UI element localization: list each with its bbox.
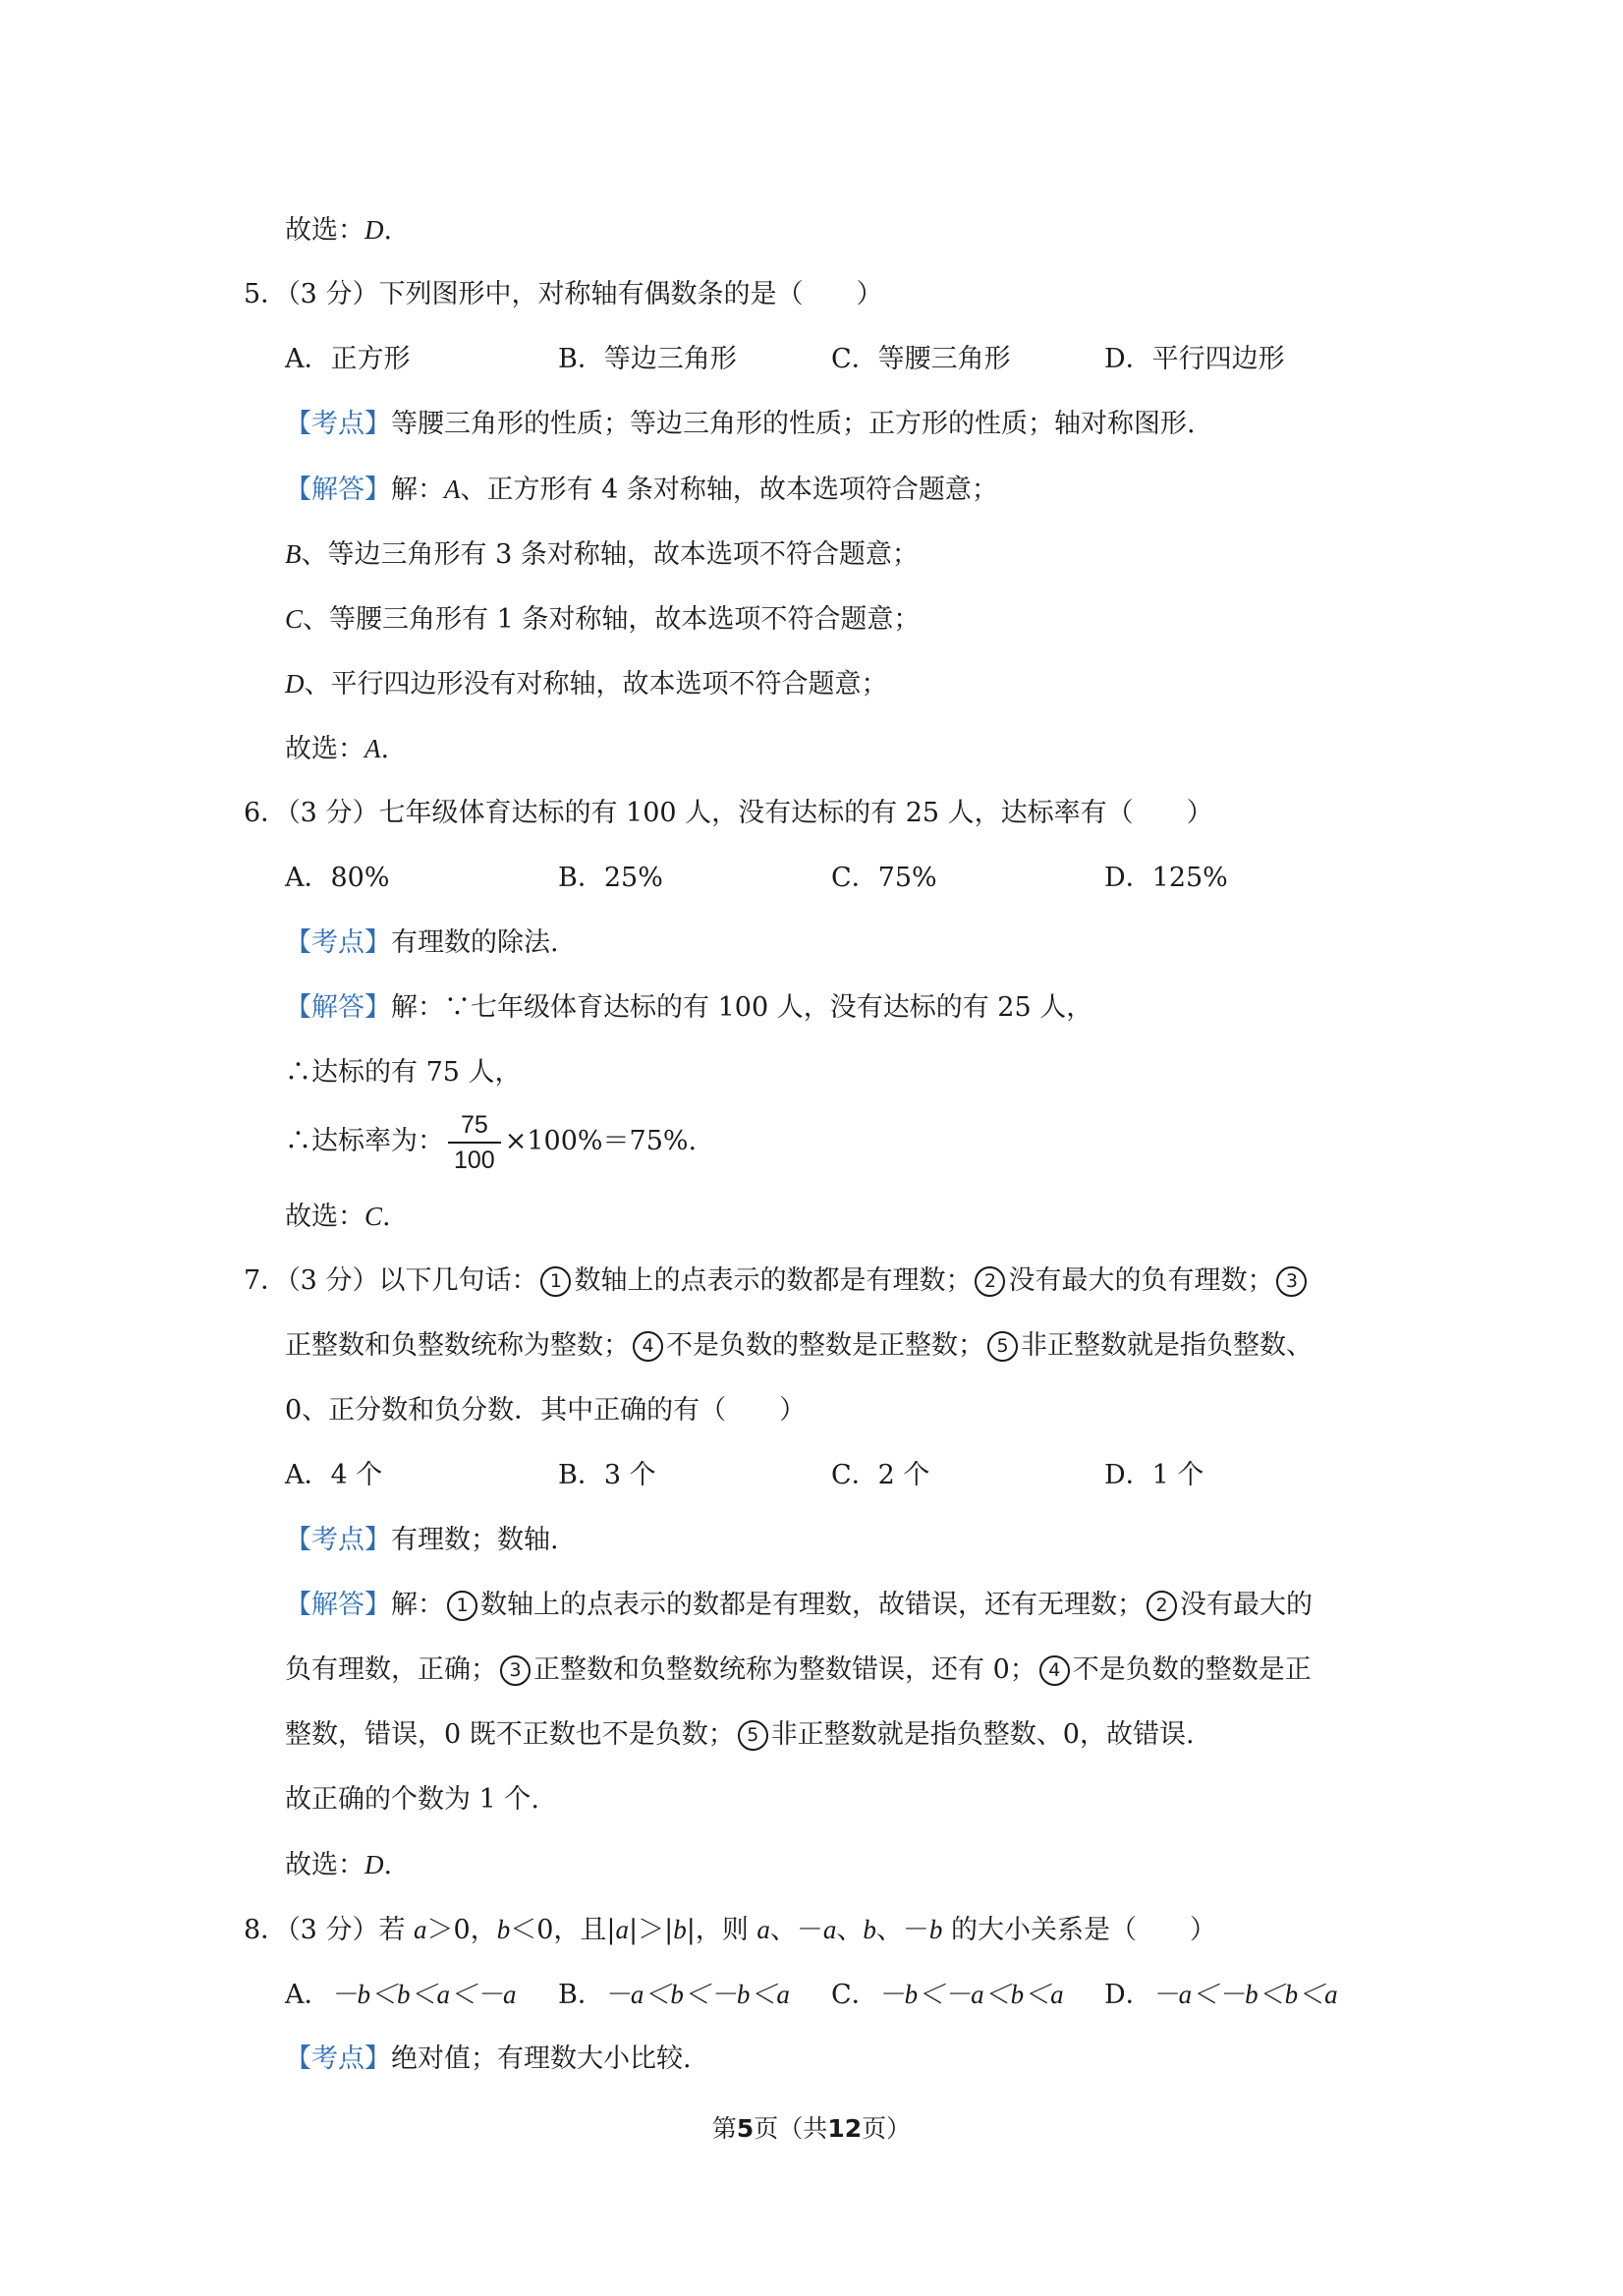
kaodian-line [285, 407, 1377, 442]
option-letter: A [444, 475, 461, 504]
kaodian-line [285, 925, 1377, 961]
math-var: b [673, 1915, 687, 1944]
question-text: 正整数和负整数统称为整数； [285, 1330, 630, 1361]
option-a: A．80% [285, 863, 390, 893]
fraction-denominator: 100 [454, 1146, 495, 1174]
question-text: 七年级体育达标的有 100 人，没有达标的有 25 人，达标率有（ ） [378, 798, 1213, 828]
question-text: 以下几句话： [378, 1265, 538, 1296]
answer-letter: C [364, 1202, 383, 1231]
question-7-stem-cont [285, 1393, 1377, 1428]
math-var: a [756, 1915, 770, 1944]
question-score: （3 分） [287, 279, 379, 309]
kaodian-text: 有理数的除法. [391, 927, 559, 958]
circled-number-icon: 4 [633, 1331, 663, 1362]
option-b: B．25% [558, 863, 663, 893]
answer-line [285, 731, 1377, 767]
option-expr: －a＜b＜－b＜a [603, 1980, 790, 2009]
question-text: 的大小关系是（ ） [942, 1915, 1216, 1945]
solution-line [285, 1717, 1377, 1753]
option-letter: C [285, 604, 304, 634]
circled-number-icon: 5 [738, 1720, 768, 1751]
answer-period: . [380, 734, 390, 764]
question-number: 7． [244, 1265, 288, 1296]
answer-period: . [382, 1202, 391, 1232]
option-b: B．3 个 [558, 1460, 656, 1490]
question-7-stem-cont [285, 1328, 1377, 1364]
answer-letter: D [364, 215, 384, 245]
solution-text: 数轴上的点表示的数都是有理数，故错误，还有无理数； [480, 1590, 1144, 1620]
kaodian-text: 有理数；数轴. [391, 1525, 559, 1555]
answer-prefix: 故选： [285, 1202, 364, 1232]
jieda-line [285, 990, 1377, 1026]
circled-number-icon: 2 [1147, 1591, 1177, 1621]
solution-text: 、等腰三角形有 1 条对称轴，故本选项不符合题意； [303, 604, 921, 635]
solution-text: 负有理数，正确； [285, 1654, 497, 1685]
question-text: |，则 [686, 1915, 757, 1945]
fraction [448, 1108, 501, 1177]
total-pages-number: 12 [827, 2114, 863, 2143]
kaodian-text: 绝对值；有理数大小比较. [391, 2044, 692, 2074]
answer-period: . [383, 215, 393, 246]
option-d: D．平行四边形 [1104, 344, 1285, 374]
answer-prefix: 故选： [285, 734, 364, 764]
option-d: D．125% [1104, 863, 1228, 893]
question-5-options [285, 342, 1377, 377]
question-6-stem [244, 796, 1377, 831]
option-expr: －b＜b＜a＜－a [330, 1980, 517, 2009]
solution-text: 、等边三角形有 3 条对称轴，故本选项不符合题意； [301, 539, 919, 570]
question-number: 5． [244, 279, 288, 309]
page-footer [0, 2112, 1623, 2146]
solution-text: 正整数和负整数统称为整数错误，还有 0； [533, 1654, 1036, 1685]
question-score: （3 分） [287, 1915, 379, 1945]
question-text: 、－ [875, 1915, 929, 1945]
question-score: （3 分） [287, 798, 379, 828]
jieda-label: 【解答】 [285, 1590, 391, 1620]
answer-prefix: 故选： [285, 215, 364, 246]
solution-text: ∴达标的有 75 人， [285, 1057, 522, 1088]
solution-line [285, 666, 1377, 702]
question-text: 非正整数就是指负整数、 [1021, 1330, 1313, 1361]
option-a: A．正方形 [285, 344, 411, 374]
answer-line [285, 1199, 1377, 1235]
answer-prefix: 故选： [285, 1850, 364, 1880]
question-text: 、 [836, 1915, 864, 1945]
jieda-label: 【解答】 [285, 475, 391, 505]
question-text: 、－ [769, 1915, 823, 1945]
answer-letter: D [364, 1850, 384, 1879]
question-5-stem [244, 277, 1377, 312]
question-8-stem [244, 1912, 1377, 1948]
question-text: |＞| [629, 1915, 674, 1945]
circled-number-icon: 5 [987, 1331, 1018, 1362]
math-var: b [496, 1915, 511, 1944]
option-c: C．75% [831, 863, 937, 893]
solution-line [285, 536, 1377, 573]
answer-letter: A [364, 734, 381, 763]
solution-text: 、平行四边形没有对称轴，故本选项不符合题意； [304, 669, 888, 700]
option-b [558, 1977, 831, 2013]
solution-text: 没有最大的 [1180, 1590, 1313, 1620]
solution-text: 整数，错误，0 既不正数也不是负数； [285, 1719, 735, 1750]
kaodian-label: 【考点】 [285, 1525, 391, 1555]
circled-number-icon: 1 [447, 1591, 477, 1621]
math-var: a [822, 1915, 837, 1944]
kaodian-line [285, 2042, 1377, 2077]
solution-line [285, 1055, 1377, 1091]
question-text: 数轴上的点表示的数都是有理数； [574, 1265, 973, 1296]
option-c: C．等腰三角形 [831, 344, 1011, 374]
circled-number-icon: 1 [540, 1266, 571, 1297]
question-score: （3 分） [287, 1265, 379, 1296]
footer-text: 页（共 [754, 2114, 828, 2143]
question-8-options [285, 1977, 1377, 2013]
circled-number-icon: 3 [500, 1655, 531, 1686]
answer-line [285, 1847, 1377, 1883]
solution-line [285, 1652, 1377, 1688]
question-text: 不是负数的整数是正整数； [666, 1330, 984, 1361]
solution-line [285, 601, 1377, 638]
question-text: ＞0， [426, 1915, 497, 1945]
kaodian-text: 等腰三角形的性质；等边三角形的性质；正方形的性质；轴对称图形. [391, 409, 1196, 439]
solution-text: 、正方形有 4 条对称轴，故本选项符合题意； [460, 475, 998, 505]
option-label: C． [831, 1980, 878, 2010]
solution-text: ×100%＝75%. [504, 1126, 698, 1156]
circled-number-icon: 4 [1039, 1655, 1070, 1686]
circled-number-icon: 3 [1276, 1266, 1307, 1297]
math-var: a [615, 1915, 630, 1944]
kaodian-label: 【考点】 [285, 2044, 391, 2074]
answer-line [285, 212, 1377, 249]
answer-period: . [383, 1850, 393, 1880]
option-label: B． [558, 1980, 604, 2010]
question-text: ＜0，且| [510, 1915, 616, 1945]
question-7-options [285, 1458, 1377, 1493]
solution-fraction-line [285, 1104, 1377, 1179]
question-number: 8． [244, 1915, 288, 1945]
math-var: b [928, 1915, 943, 1944]
kaodian-label: 【考点】 [285, 927, 391, 958]
option-a [285, 1977, 558, 2013]
current-page-number: 5 [736, 2114, 755, 2143]
math-var: a [414, 1915, 427, 1944]
option-d: D．1 个 [1104, 1460, 1204, 1490]
jieda-prefix: 解： [391, 475, 444, 505]
question-7-stem [244, 1263, 1377, 1299]
question-text: 若 [378, 1915, 415, 1945]
question-6-options [285, 861, 1377, 896]
option-label: D． [1104, 1980, 1152, 2010]
option-a: A．4 个 [285, 1460, 383, 1490]
math-var: b [863, 1915, 876, 1944]
solution-text: ∴达标率为： [285, 1126, 444, 1156]
option-label: A． [285, 1980, 331, 2010]
solution-line [285, 1782, 1377, 1818]
jieda-label: 【解答】 [285, 992, 391, 1023]
jieda-line [285, 472, 1377, 508]
solution-text: 不是负数的整数是正 [1072, 1654, 1312, 1685]
option-c [831, 1977, 1104, 2013]
footer-text: 页） [862, 2114, 912, 2143]
solution-text: 非正整数就是指负整数、0，故错误. [770, 1719, 1195, 1750]
kaodian-label: 【考点】 [285, 409, 391, 439]
jieda-line [285, 1588, 1377, 1623]
kaodian-line [285, 1523, 1377, 1558]
question-number: 6． [244, 798, 288, 828]
question-text: 没有最大的负有理数； [1008, 1265, 1274, 1296]
option-c: C．2 个 [831, 1460, 930, 1490]
question-text: 下列图形中，对称轴有偶数条的是（ ） [378, 279, 883, 309]
solution-text: 解：∵七年级体育达标的有 100 人，没有达标的有 25 人， [391, 992, 1093, 1023]
option-expr: －a＜－b＜b＜a [1151, 1980, 1338, 2009]
option-b: B．等边三角形 [558, 344, 737, 374]
option-letter: D [285, 669, 305, 699]
question-text: 0、正分数和负分数．其中正确的有（ ） [285, 1395, 807, 1426]
option-letter: B [285, 539, 302, 569]
option-expr: －b＜－a＜b＜a [877, 1980, 1064, 2009]
jieda-prefix: 解： [391, 1590, 444, 1620]
footer-text: 第 [711, 2114, 737, 2143]
option-d [1104, 1977, 1377, 2013]
fraction-numerator: 75 [460, 1110, 488, 1139]
circled-number-icon: 2 [975, 1266, 1005, 1297]
solution-text: 故正确的个数为 1 个. [285, 1784, 539, 1815]
